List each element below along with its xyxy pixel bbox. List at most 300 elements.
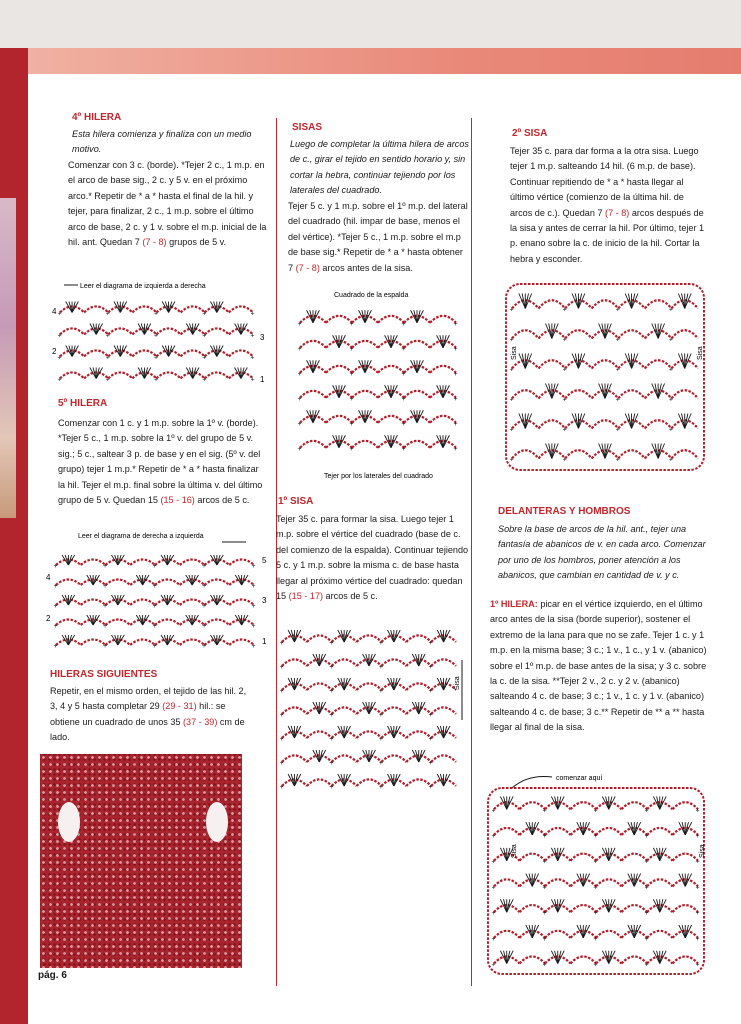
single-crochet-mark: + bbox=[491, 884, 496, 892]
chain-arc bbox=[520, 905, 546, 912]
single-crochet-mark: + bbox=[615, 426, 620, 434]
treble-stitch bbox=[652, 324, 658, 339]
chain-arc bbox=[229, 350, 253, 356]
delanteras-intro: Sobre la base de arcos de la hil. ant., tejer una fantasía de abanicos de v. en cada arco. Comenzar por uno de los hombros, poner atención a los abanicos, que cambian en cantidad de v. y c. bbox=[498, 524, 706, 581]
chain-arc bbox=[592, 300, 619, 308]
sisa1-diagram-label: Sisa bbox=[454, 676, 461, 690]
chain-arc bbox=[378, 316, 404, 323]
single-crochet-mark: + bbox=[668, 366, 674, 374]
single-crochet-mark: + bbox=[644, 807, 649, 815]
single-crochet-mark: + bbox=[378, 784, 384, 791]
chain-arc bbox=[673, 905, 699, 912]
chain-arc bbox=[106, 620, 131, 626]
hilera5-body-text: Comenzar con 1 c. y 1 m.p. sobre la 1º v. (borde). *Tejer 5 c., 1 m.p. sobre la 1º v. del grupo de 5 v. sig.; 5 c., saltear 3 p. de base y en el sig. (5º v. del grupo) tejer 1 m.p.* Repetir de * a * hasta finalizar la hil. Tejer el m.p. final sobre la última v. del último grupo de 5 v. Quedan 15 bbox=[58, 418, 263, 506]
hileras-siguientes-title: HILERAS SIGUIENTES bbox=[50, 669, 158, 680]
chain-arc bbox=[618, 450, 645, 458]
chain-arc bbox=[132, 350, 156, 356]
previous-page-edge bbox=[0, 48, 30, 1024]
sisa1-tail: arcos de 5 c. bbox=[323, 591, 378, 602]
treble-stitch bbox=[444, 774, 450, 786]
single-crochet-mark: + bbox=[644, 884, 649, 892]
treble-stitch bbox=[169, 302, 175, 313]
chain-arc bbox=[357, 731, 382, 738]
treble-stitch bbox=[242, 575, 248, 585]
chain-arc bbox=[645, 420, 672, 428]
single-crochet-mark: + bbox=[615, 366, 620, 374]
treble-stitch bbox=[120, 302, 126, 313]
chain-arc bbox=[352, 391, 378, 398]
treble-stitch bbox=[120, 346, 126, 357]
chain-arc bbox=[539, 300, 566, 308]
single-crochet-mark: + bbox=[378, 640, 384, 647]
single-crochet-mark: + bbox=[668, 456, 674, 464]
treble-stitch bbox=[545, 384, 551, 399]
treble-stitch bbox=[344, 630, 350, 642]
single-crochet-mark: + bbox=[279, 760, 284, 767]
chain-arc bbox=[404, 341, 430, 348]
single-crochet-mark: + bbox=[615, 306, 620, 314]
single-crochet-mark: + bbox=[105, 332, 110, 340]
single-crochet-mark: + bbox=[378, 688, 384, 695]
chain-arc bbox=[381, 659, 406, 666]
single-crochet-mark: + bbox=[105, 376, 110, 384]
chain-arc bbox=[229, 306, 253, 312]
chain-arc bbox=[571, 802, 597, 809]
single-crochet-mark: + bbox=[378, 736, 384, 743]
single-crochet-mark: + bbox=[250, 310, 255, 318]
chain-arc bbox=[673, 802, 699, 809]
chain-arc bbox=[205, 372, 229, 378]
single-crochet-mark: + bbox=[491, 961, 496, 969]
treble-stitch bbox=[241, 368, 247, 379]
single-crochet-mark: + bbox=[154, 354, 159, 362]
chain-arc bbox=[596, 828, 622, 835]
single-crochet-mark: + bbox=[644, 910, 649, 918]
chain-arc bbox=[565, 390, 592, 398]
treble-stitch bbox=[167, 635, 173, 645]
sisa1-diagram bbox=[266, 620, 472, 808]
treble-stitch bbox=[72, 346, 78, 357]
single-crochet-mark: + bbox=[509, 366, 514, 374]
hilera5-diagram bbox=[40, 530, 270, 660]
chain-arc bbox=[430, 366, 456, 373]
chain-arc bbox=[84, 350, 108, 356]
treble-stitch bbox=[169, 346, 175, 357]
single-crochet-mark: + bbox=[329, 688, 334, 695]
single-crochet-mark: + bbox=[57, 332, 62, 340]
single-crochet-mark: + bbox=[401, 345, 406, 353]
single-crochet-mark: + bbox=[251, 583, 256, 590]
header-band bbox=[28, 48, 741, 74]
chain-arc bbox=[300, 441, 326, 448]
chain-arc bbox=[512, 330, 539, 338]
treble-stitch bbox=[419, 750, 425, 762]
chain-arc bbox=[180, 600, 205, 606]
treble-stitch bbox=[394, 678, 400, 690]
sisa2-label-left: Sisa bbox=[511, 346, 518, 360]
treble-stitch bbox=[652, 444, 658, 459]
chain-arc bbox=[671, 390, 698, 398]
chain-arc bbox=[381, 755, 406, 762]
treble-stitch bbox=[144, 324, 150, 335]
treble-stitch bbox=[193, 368, 199, 379]
treble-stitch bbox=[93, 615, 99, 625]
single-crochet-mark: + bbox=[695, 833, 700, 840]
treble-stitch bbox=[192, 615, 198, 625]
treble-stitch bbox=[143, 615, 149, 625]
single-crochet-mark: + bbox=[428, 760, 433, 767]
treble-stitch bbox=[344, 678, 350, 690]
row-label-3: 3 bbox=[260, 333, 265, 342]
single-crochet-mark: + bbox=[453, 395, 458, 403]
treble-stitch bbox=[444, 726, 450, 738]
treble-stitch bbox=[419, 702, 425, 714]
chain-arc bbox=[60, 328, 84, 334]
single-crochet-mark: + bbox=[562, 396, 567, 404]
single-crochet-mark: + bbox=[202, 583, 207, 590]
treble-stitch bbox=[118, 635, 124, 645]
chain-arc bbox=[545, 879, 571, 886]
chain-arc bbox=[596, 931, 622, 938]
single-crochet-mark: + bbox=[491, 935, 496, 943]
sisa1-count: (15 - 17) bbox=[288, 591, 324, 602]
chain-arc bbox=[645, 360, 672, 368]
hilera4-body-text: Comenzar con 3 c. (borde). *Tejer 2 c., 1 m.p. en el arco de base sig., 2 c. y 5 v. en el próximo arco.* Repetir de * a * hasta el final de la hil. y tejer, para finalizar, 2 c., 1 m.p. sobre el último arco de base, 2 c. y 1 v. sobre el m.p. inicial de la hil. ant. Quedan 7 bbox=[68, 160, 267, 248]
chain-arc bbox=[406, 635, 431, 642]
single-crochet-mark: + bbox=[279, 736, 284, 743]
treble-stitch bbox=[572, 354, 578, 369]
delanteras-row1-label: 1º HILERA: bbox=[490, 599, 538, 609]
treble-stitch bbox=[652, 384, 658, 399]
single-crochet-mark: + bbox=[103, 623, 108, 630]
chain-arc bbox=[106, 580, 131, 586]
single-crochet-mark: + bbox=[202, 310, 207, 318]
single-crochet-mark: + bbox=[509, 426, 514, 434]
chain-arc bbox=[622, 854, 648, 861]
single-crochet-mark: + bbox=[378, 712, 384, 719]
sisas-diagram-top: Cuadrado de la espalda bbox=[334, 292, 409, 299]
single-crochet-mark: + bbox=[53, 643, 58, 650]
single-crochet-mark: + bbox=[251, 623, 256, 630]
chain-arc bbox=[512, 450, 539, 458]
chain-arc bbox=[130, 600, 155, 606]
hilera5-title: 5º HILERA bbox=[58, 398, 108, 409]
delanteras-row1-body: picar en el vértice izquierdo, en el último arco antes de la sisa (borde superior), sostener el extremo de la lana para que no se zafe. Tejer 1 c. y 1 m.p. en la misma base; 3 c.; 1 v., 1 c., y 1 v. (abanico) sobre el 1º m.p. de base antes de la sisa; y 3 c. sobre la c. de la sisa. **Tejer 2 v., 2 c. y 2 v. (abanico) salteando 4 c. de base; 3 c.; 1 v., 1 c. y 1 v. (abanico) salteando 4 c. de base; 3 c.** Repetir de ** a ** hasta llegar al final de la sisa. bbox=[490, 599, 707, 733]
chain-arc bbox=[282, 755, 307, 762]
chain-arc bbox=[56, 620, 81, 626]
sisas-body bbox=[288, 199, 470, 276]
single-crochet-mark: + bbox=[562, 336, 567, 344]
single-crochet-mark: + bbox=[615, 456, 620, 464]
sisa2-body bbox=[510, 144, 706, 267]
single-crochet-mark: + bbox=[250, 332, 255, 340]
chain-arc bbox=[326, 366, 352, 373]
chain-arc bbox=[571, 854, 597, 861]
single-crochet-mark: + bbox=[542, 807, 547, 815]
single-crochet-mark: + bbox=[542, 833, 547, 840]
treble-stitch bbox=[294, 726, 300, 738]
chain-arc bbox=[622, 802, 648, 809]
chain-arc bbox=[130, 560, 155, 566]
single-crochet-mark: + bbox=[57, 376, 62, 384]
column-divider-2 bbox=[471, 118, 472, 986]
chain-arc bbox=[539, 360, 566, 368]
hilera5-diagram-caption: Leer el diagrama de derecha a izquierda bbox=[78, 533, 204, 540]
row-label-1b: 1 bbox=[262, 637, 267, 646]
single-crochet-mark: + bbox=[378, 760, 384, 767]
chain-arc bbox=[332, 659, 357, 666]
single-crochet-mark: + bbox=[695, 858, 700, 866]
single-crochet-mark: + bbox=[695, 935, 700, 943]
single-crochet-mark: + bbox=[105, 310, 110, 318]
single-crochet-mark: + bbox=[154, 310, 159, 318]
treble-stitch bbox=[167, 595, 173, 605]
chain-arc bbox=[406, 683, 431, 690]
row-label-4b: 4 bbox=[46, 573, 51, 582]
chain-arc bbox=[381, 707, 406, 714]
treble-stitch bbox=[545, 444, 551, 459]
hs-count: (29 - 31) bbox=[162, 701, 197, 712]
treble-stitch bbox=[193, 324, 199, 335]
chain-arc bbox=[357, 779, 382, 786]
chain-arc bbox=[352, 441, 378, 448]
treble-stitch bbox=[599, 384, 605, 399]
single-crochet-mark: + bbox=[349, 320, 354, 328]
chain-arc bbox=[647, 828, 673, 835]
chain-arc bbox=[622, 957, 648, 964]
treble-stitch bbox=[419, 654, 425, 666]
single-crochet-mark: + bbox=[329, 736, 334, 743]
chain-arc bbox=[108, 372, 132, 378]
chain-arc bbox=[618, 330, 645, 338]
chain-arc bbox=[404, 441, 430, 448]
chain-arc bbox=[592, 420, 619, 428]
treble-stitch bbox=[68, 555, 74, 565]
delanteras-title: DELANTERAS Y HOMBROS bbox=[498, 506, 631, 517]
chain-arc bbox=[430, 416, 456, 423]
single-crochet-mark: + bbox=[428, 640, 433, 647]
chain-arc bbox=[326, 316, 352, 323]
chain-arc bbox=[592, 360, 619, 368]
delanteras-diagram bbox=[478, 768, 714, 982]
single-crochet-mark: + bbox=[542, 884, 547, 892]
hilera4-tail: grupos de 5 v. bbox=[166, 237, 227, 248]
sisa2-label-right: Sisa bbox=[697, 346, 704, 360]
single-crochet-mark: + bbox=[668, 306, 674, 314]
chain-arc bbox=[406, 731, 431, 738]
single-crochet-mark: + bbox=[542, 935, 547, 943]
treble-stitch bbox=[217, 555, 223, 565]
single-crochet-mark: + bbox=[297, 320, 302, 328]
single-crochet-mark: + bbox=[593, 910, 598, 918]
chain-arc bbox=[229, 600, 254, 606]
treble-stitch bbox=[519, 414, 525, 429]
single-crochet-mark: + bbox=[349, 345, 354, 353]
sisa1-body-text: Tejer 35 c. para formar la sisa. Luego tejer 1 m.p. sobre el vértice del cuadrado (base de c. del comienzo de la espalda). Continuar tejiendo 5 c. y 1 m.p. sobre la misma c. de base hasta llegar al próximo vértice del cuadrado: quedan 15 bbox=[276, 514, 469, 602]
single-crochet-mark: + bbox=[251, 563, 256, 570]
chain-arc bbox=[84, 306, 108, 312]
single-crochet-mark: + bbox=[695, 807, 700, 815]
single-crochet-mark: + bbox=[279, 712, 284, 719]
treble-stitch bbox=[519, 294, 525, 309]
single-crochet-mark: + bbox=[349, 420, 354, 428]
treble-stitch bbox=[217, 302, 223, 313]
single-crochet-mark: + bbox=[562, 426, 567, 434]
single-crochet-mark: + bbox=[329, 784, 334, 791]
single-crochet-mark: + bbox=[401, 395, 406, 403]
single-crochet-mark: + bbox=[349, 370, 354, 378]
treble-stitch bbox=[294, 678, 300, 690]
hilera5-count: (15 - 16) bbox=[160, 495, 195, 506]
treble-stitch bbox=[294, 630, 300, 642]
treble-stitch bbox=[369, 750, 375, 762]
treble-stitch bbox=[572, 414, 578, 429]
single-crochet-mark: + bbox=[453, 370, 458, 378]
single-crochet-mark: + bbox=[279, 640, 284, 647]
chain-arc bbox=[300, 341, 326, 348]
sisa1-body bbox=[276, 512, 471, 604]
single-crochet-mark: + bbox=[53, 563, 58, 570]
single-crochet-mark: + bbox=[251, 603, 256, 610]
chain-arc bbox=[352, 341, 378, 348]
chain-arc bbox=[539, 420, 566, 428]
treble-stitch bbox=[678, 354, 684, 369]
sisas-diagram bbox=[284, 288, 472, 484]
treble-stitch bbox=[678, 294, 684, 309]
hilera4-title: 4º HILERA bbox=[72, 112, 122, 123]
chain-arc bbox=[132, 306, 156, 312]
chain-arc bbox=[406, 779, 431, 786]
single-crochet-mark: + bbox=[57, 354, 62, 362]
chain-arc bbox=[378, 366, 404, 373]
treble-stitch bbox=[625, 414, 631, 429]
treble-stitch bbox=[167, 555, 173, 565]
chain-arc bbox=[673, 957, 699, 964]
treble-stitch bbox=[545, 324, 551, 339]
single-crochet-mark: + bbox=[615, 336, 620, 344]
treble-stitch bbox=[344, 726, 350, 738]
treble-stitch bbox=[394, 630, 400, 642]
treble-stitch bbox=[369, 702, 375, 714]
chain-arc bbox=[181, 350, 205, 356]
treble-stitch bbox=[118, 595, 124, 605]
treble-stitch bbox=[625, 294, 631, 309]
treble-stitch bbox=[599, 324, 605, 339]
single-crochet-mark: + bbox=[695, 910, 700, 918]
single-crochet-mark: + bbox=[491, 910, 496, 918]
single-crochet-mark: + bbox=[250, 354, 255, 362]
single-crochet-mark: + bbox=[105, 354, 110, 362]
sisa2-title: 2º SISA bbox=[512, 128, 548, 139]
chain-arc bbox=[431, 707, 456, 714]
chain-arc bbox=[430, 316, 456, 323]
chain-arc bbox=[545, 828, 571, 835]
sisas-diagram-bottom: Tejer por los laterales del cuadrado bbox=[324, 473, 433, 480]
single-crochet-mark: + bbox=[401, 445, 406, 453]
treble-stitch bbox=[68, 595, 74, 605]
single-crochet-mark: + bbox=[542, 910, 547, 918]
chain-arc bbox=[307, 635, 332, 642]
single-crochet-mark: + bbox=[644, 961, 649, 969]
chain-arc bbox=[180, 640, 205, 646]
single-crochet-mark: + bbox=[202, 623, 207, 630]
treble-stitch bbox=[217, 346, 223, 357]
single-crochet-mark: + bbox=[329, 760, 334, 767]
single-crochet-mark: + bbox=[103, 643, 108, 650]
single-crochet-mark: + bbox=[401, 320, 406, 328]
single-crochet-mark: + bbox=[152, 623, 157, 630]
single-crochet-mark: + bbox=[428, 712, 433, 719]
single-crochet-mark: + bbox=[668, 396, 674, 404]
single-crochet-mark: + bbox=[593, 833, 598, 840]
single-crochet-mark: + bbox=[349, 445, 354, 453]
chain-arc bbox=[520, 802, 546, 809]
chain-arc bbox=[81, 560, 106, 566]
chain-arc bbox=[357, 635, 382, 642]
chain-arc bbox=[282, 707, 307, 714]
single-crochet-mark: + bbox=[279, 664, 284, 671]
armhole-right bbox=[206, 802, 228, 842]
chain-arc bbox=[108, 328, 132, 334]
single-crochet-mark: + bbox=[329, 640, 334, 647]
single-crochet-mark: + bbox=[562, 456, 567, 464]
single-crochet-mark: + bbox=[53, 583, 58, 590]
treble-stitch bbox=[192, 575, 198, 585]
sisa2-diagram bbox=[496, 280, 714, 476]
single-crochet-mark: + bbox=[329, 712, 334, 719]
single-crochet-mark: + bbox=[401, 370, 406, 378]
start-arrow-icon bbox=[512, 776, 552, 788]
chain-arc bbox=[157, 372, 181, 378]
single-crochet-mark: + bbox=[378, 664, 384, 671]
row-label-4: 4 bbox=[52, 307, 57, 316]
treble-stitch bbox=[68, 635, 74, 645]
treble-stitch bbox=[444, 630, 450, 642]
single-crochet-mark: + bbox=[401, 420, 406, 428]
chain-arc bbox=[520, 854, 546, 861]
sisas-count: (7 - 8) bbox=[295, 262, 320, 273]
row-label-3b: 3 bbox=[262, 596, 267, 605]
treble-stitch bbox=[294, 774, 300, 786]
single-crochet-mark: + bbox=[509, 396, 514, 404]
treble-stitch bbox=[394, 774, 400, 786]
chain-arc bbox=[205, 328, 229, 334]
outer-chain-border bbox=[506, 284, 704, 470]
treble-stitch bbox=[369, 654, 375, 666]
chain-arc bbox=[520, 957, 546, 964]
outer-chain-border bbox=[488, 788, 704, 974]
single-crochet-mark: + bbox=[279, 784, 284, 791]
single-crochet-mark: + bbox=[668, 336, 674, 344]
chain-arc bbox=[205, 580, 230, 586]
chain-arc bbox=[494, 828, 520, 835]
hs-body: Repetir, en el mismo orden, el tejido de las hil. 2, 3, 4 y 5 hasta completar 29 bbox=[50, 686, 247, 712]
treble-stitch bbox=[319, 750, 325, 762]
chain-arc bbox=[645, 300, 672, 308]
treble-stitch bbox=[519, 354, 525, 369]
treble-stitch bbox=[242, 615, 248, 625]
hilera4-intro: Esta hilera comienza y finaliza con un medio motivo. bbox=[72, 129, 252, 155]
single-crochet-mark: + bbox=[668, 426, 674, 434]
chain-arc bbox=[81, 600, 106, 606]
single-crochet-mark: + bbox=[103, 563, 108, 570]
single-crochet-mark: + bbox=[53, 623, 58, 630]
single-crochet-mark: + bbox=[562, 366, 567, 374]
hs-body2: hil.: se obtiene un cuadrado de unos 35 bbox=[50, 701, 226, 727]
row-label-2: 2 bbox=[52, 347, 57, 356]
chain-arc bbox=[307, 731, 332, 738]
single-crochet-mark: + bbox=[349, 395, 354, 403]
